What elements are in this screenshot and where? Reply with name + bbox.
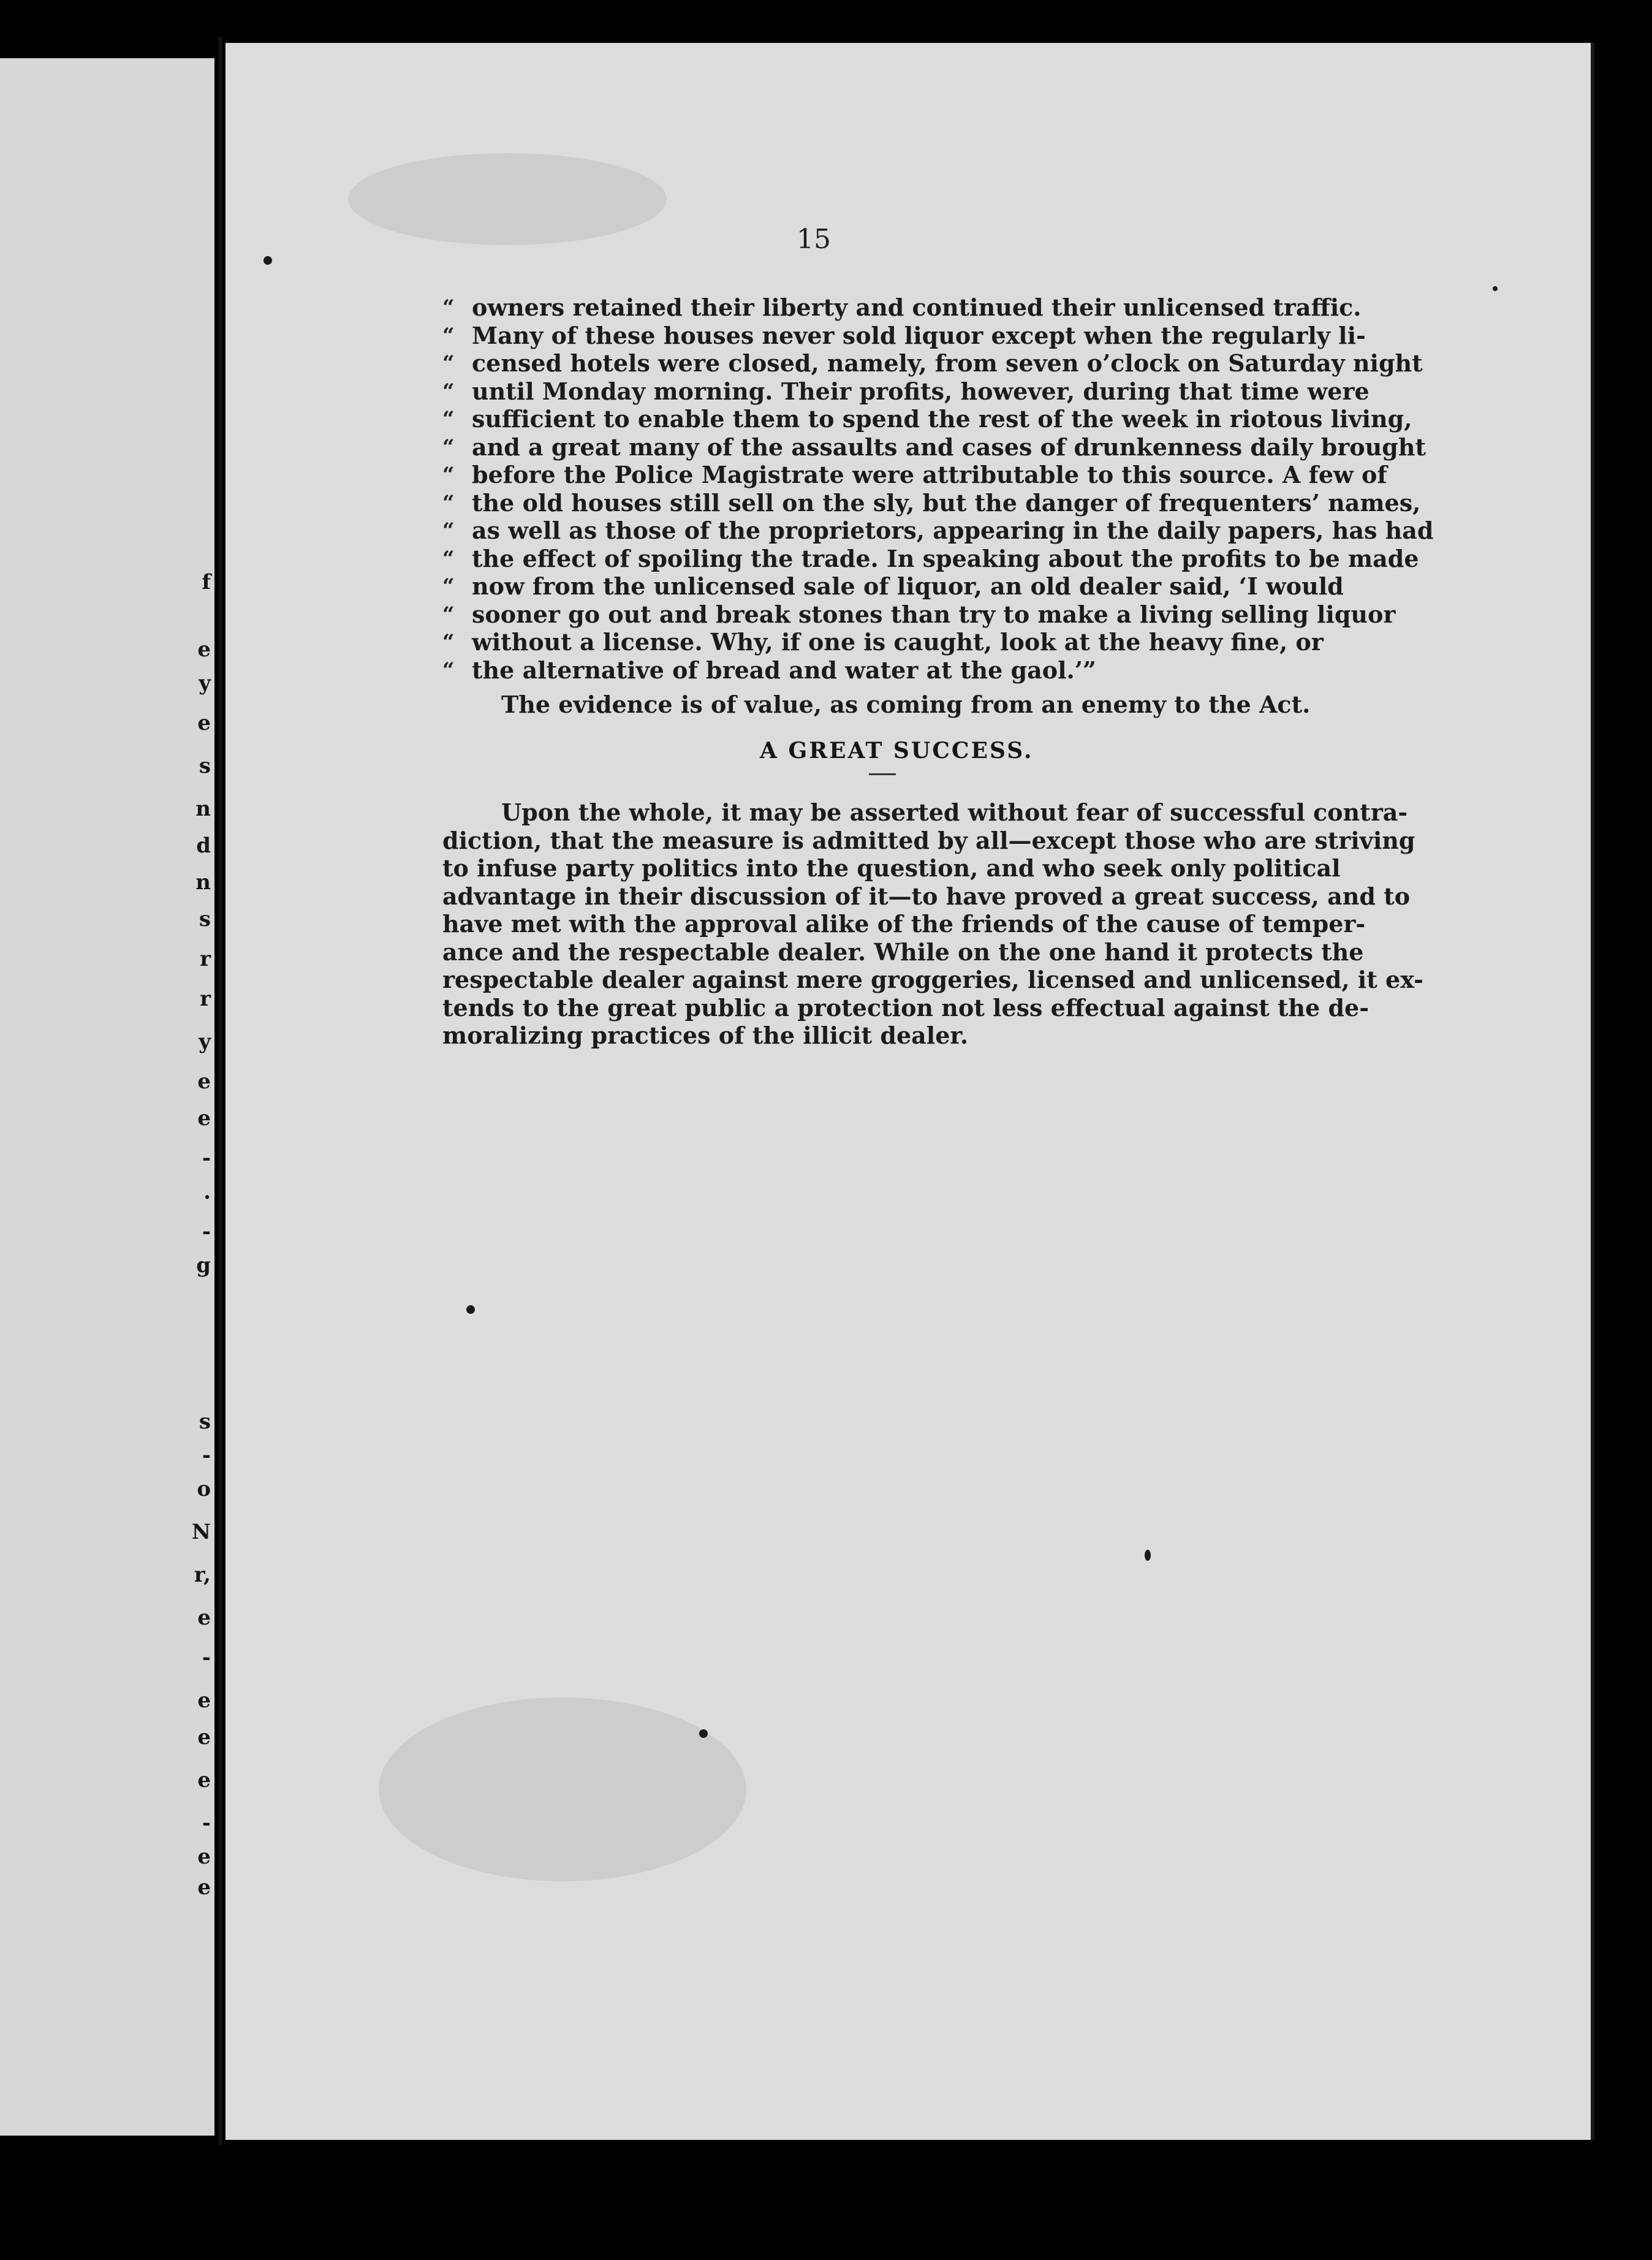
facing-page-letter: r,	[194, 1563, 211, 1587]
facing-page-letter: n	[195, 797, 211, 821]
quote-line-text: censed hotels were closed, namely, from seven o’clock on Saturday night	[472, 349, 1423, 377]
quote-line-text: before the Police Magistrate were attributable to this source. A few of	[472, 461, 1387, 488]
heading-rule	[869, 773, 896, 775]
quote-line-text: until Monday morning. Their profits, however, during that time were	[472, 377, 1370, 405]
paragraph-line: moralizing practices of the illicit dealer.	[442, 1022, 969, 1049]
quote-mark: “	[442, 295, 455, 320]
quote-line-text: sooner go out and break stones than try to make a living selling liquor	[472, 600, 1396, 628]
facing-page-letter: -	[202, 1811, 211, 1835]
facing-page-letters	[0, 58, 214, 2136]
paper-stain	[348, 153, 667, 245]
facing-page-letter: y	[199, 1030, 211, 1054]
quote-line	[442, 404, 1412, 434]
quote-mark: “	[442, 658, 455, 683]
facing-page-letter: r	[200, 947, 211, 971]
quote-line-text: as well as those of the proprietors, appearing in the daily papers, has had	[472, 517, 1434, 544]
facing-page-edge	[0, 58, 214, 2136]
ink-speck	[1145, 1550, 1151, 1561]
quote-line-text: without a license. Why, if one is caught, look at the heavy fine, or	[472, 628, 1324, 656]
quote-line	[442, 656, 1386, 685]
quote-line	[442, 544, 1419, 574]
facing-page-letter: s	[199, 907, 211, 931]
quote-mark: “	[442, 351, 455, 376]
quote-mark: “	[442, 518, 455, 543]
quote-mark: “	[442, 574, 455, 599]
paragraph-line: have met with the approval alike of the friends of the cause of temper-	[442, 910, 1366, 938]
facing-page-letter: f	[202, 570, 211, 594]
facing-page-letter: e	[197, 1725, 211, 1750]
ink-speck	[1493, 286, 1498, 291]
quote-mark: “	[442, 323, 455, 348]
quote-mark: “	[442, 463, 455, 487]
facing-page-letter: s	[199, 754, 211, 778]
page-number: 15	[797, 224, 831, 255]
paper-stain	[379, 1697, 746, 1881]
facing-page-letter: .	[203, 1180, 211, 1204]
quote-line	[442, 628, 1386, 657]
facing-page-letter: -	[202, 1443, 211, 1468]
facing-page-letter: -	[202, 1219, 211, 1244]
quote-mark: “	[442, 490, 455, 515]
paragraph-line: Upon the whole, it may be asserted without fear of successful contra-	[501, 798, 1408, 826]
paragraph-line: to infuse party politics into the question, and who seek only political	[442, 854, 1341, 882]
quote-line-text: and a great many of the assaults and cases of drunkenness daily brought	[472, 433, 1427, 461]
paragraph-line: tends to the great public a protection not less effectual against the de-	[442, 993, 1369, 1022]
facing-page-letter: y	[199, 671, 211, 696]
section-heading: A GREAT SUCCESS.	[760, 738, 1034, 764]
paragraph-line: diction, that the measure is admitted by all—except those who are striving	[442, 826, 1415, 854]
quote-line	[442, 600, 1396, 629]
facing-page-letter: d	[196, 833, 211, 858]
ink-speck	[263, 256, 272, 265]
facing-page-letter: o	[197, 1477, 211, 1501]
quote-line-text: the old houses still sell on the sly, but the danger of frequenters’ names,	[472, 488, 1421, 517]
quote-line	[442, 321, 1386, 351]
ink-speck	[466, 1305, 475, 1314]
paragraph-line: respectable dealer against mere groggeries, licensed and unlicensed, it ex-	[442, 966, 1423, 993]
facing-page-letter: e	[197, 1606, 211, 1630]
quote-line-text: Many of these houses never sold liquor except when the regularly li-	[472, 321, 1366, 349]
quote-mark: “	[442, 407, 455, 431]
facing-page-letter: e	[197, 711, 211, 735]
page-right-edge	[1591, 43, 1594, 2140]
paragraph-line: ance and the respectable dealer. While on the one hand it protects the	[442, 938, 1364, 966]
quote-line	[442, 293, 1386, 322]
quote-line	[442, 488, 1421, 518]
facing-page-letter: N	[191, 1520, 211, 1544]
facing-page-letter: e	[197, 1845, 211, 1869]
quote-mark: “	[442, 602, 455, 627]
facing-page-letter: g	[196, 1253, 211, 1278]
facing-page-letter: n	[195, 870, 211, 895]
quote-line	[442, 349, 1423, 378]
quote-mark: “	[442, 379, 455, 404]
gutter-shadow	[218, 37, 222, 2145]
quote-line	[442, 572, 1386, 601]
quote-line	[442, 377, 1386, 406]
facing-page-letter: e	[197, 1875, 211, 1900]
facing-page-letter: r	[200, 987, 211, 1011]
quote-mark: “	[442, 546, 455, 571]
facing-page-letter: e	[197, 637, 211, 662]
facing-page-letter: e	[197, 1069, 211, 1094]
quote-line-text: now from the unlicensed sale of liquor, an old dealer said, ‘I would	[472, 572, 1344, 600]
facing-page-letter: s	[199, 1409, 211, 1434]
paragraph-line: advantage in their discussion of it—to have proved a great success, and to	[442, 882, 1411, 910]
quote-mark: “	[442, 434, 455, 460]
ink-speck	[699, 1729, 708, 1738]
quote-line	[442, 516, 1434, 545]
evidence-line: The evidence is of value, as coming from an enemy to the Act.	[501, 691, 1311, 718]
quote-line-text: owners retained their liberty and continued their unlicensed traffic.	[472, 294, 1362, 321]
quote-line-text: the effect of spoiling the trade. In speaking about the profits to be made	[472, 544, 1419, 572]
facing-page-letter: e	[197, 1106, 211, 1131]
facing-page-letter: e	[197, 1688, 211, 1713]
quote-mark: “	[442, 630, 455, 654]
quote-line	[442, 460, 1386, 490]
facing-page-letter: e	[197, 1768, 211, 1792]
quote-line	[442, 433, 1427, 462]
quote-line-text: the alternative of bread and water at the gaol.’”	[472, 656, 1096, 684]
quote-line-text: sufficient to enable them to spend the rest of the week in riotous living,	[472, 405, 1412, 433]
facing-page-letter: -	[202, 1645, 211, 1670]
facing-page-letter: -	[202, 1146, 211, 1170]
